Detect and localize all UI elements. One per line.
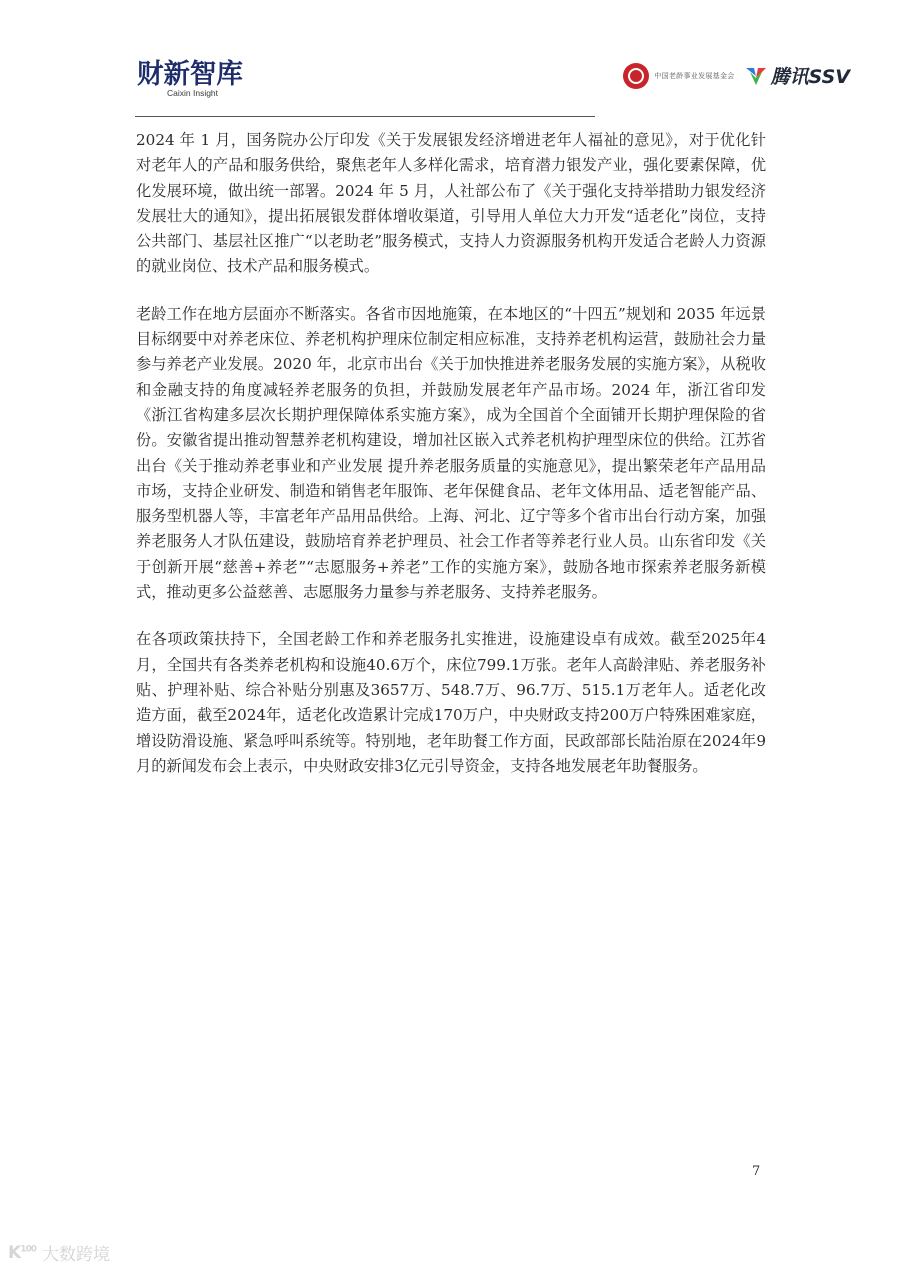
- cnaf-emblem-icon: [623, 63, 649, 89]
- logo-cn-text: 财新智库: [137, 59, 243, 90]
- paragraph-results: 在各项政策扶持下，全国老龄工作和养老服务扎实推进，设施建设卓有成效。截至2025年4月，全国共有各类养老机构和设施40.6万个，床位799.1万张。老年人高龄津贴、养老服务补贴、护理补贴、综合补贴分别惠及3657万、548.7万、96.7万、515.1万老年人。适老化改造方面，截至2024年，适老化改造累计完成170万户，中央财政支持200万户特殊困难家庭，增设防滑设施、紧急呼叫系统等。特别地，老年助餐工作方面，民政部部长陆治原在2024年9月的新闻发布会上表示，中央财政安排3亿元引导资金，支持各地发展老年助餐服务。: [136, 630, 766, 775]
- caixin-insight-logo: [137, 60, 245, 98]
- tencent-ssv-mark-icon: [745, 66, 767, 86]
- document-body: [136, 128, 766, 801]
- logo-en-text: Caixin Insight: [167, 88, 219, 98]
- watermark-text: 大数跨境: [41, 1245, 110, 1265]
- page-number: 7: [752, 1164, 761, 1179]
- page-header: [135, 58, 850, 114]
- k100-logo-icon: $K^{100}$: [8, 1242, 36, 1263]
- tencent-ssv-text: 腾讯SSV: [770, 66, 850, 88]
- cnaf-logo-text: 中国老龄事业发展基金会: [654, 71, 735, 80]
- paragraph-national-policy: 2024 年 1 月，国务院办公厅印发《关于发展银发经济增进老年人福祉的意见》，对于优化针对老年人的产品和服务供给，聚焦老年人多样化需求，培育潜力银发产业，强化要素保障，优化发展环境，做出统一部署。2024 年 5 月，人社部公布了《关于强化支持举措助力银发经济发展壮大的通知》，提出拓展银发群体增收渠道，引导用人单位大力开发“适老化”岗位，支持公共部门、基层社区推广“以老助老”服务模式，支持人力资源服务机构开发适合老龄人力资源的就业岗位、技术产品和服务模式。: [136, 131, 766, 276]
- watermark: [8, 1240, 110, 1265]
- tencent-ssv-logo: [745, 62, 850, 89]
- partner-logos: [623, 62, 850, 89]
- header-divider: [135, 116, 595, 117]
- cnaf-logo: [623, 63, 734, 89]
- paragraph-local-policy: 老龄工作在地方层面亦不断落实。各省市因地施策，在本地区的“十四五”规划和 2035 年远景目标纲要中对养老床位、养老机构护理床位制定相应标准，支持养老机构运营，鼓励社会力量参与养老产业发展。2020 年，北京市出台《关于加快推进养老服务发展的实施方案》，从税收和金融支持的角度减轻养老服务的负担，并鼓励发展老年产品市场。2024 年，浙江省印发《浙江省构建多层次长期护理保障体系实施方案》，成为全国首个全面铺开长期护理保险的省份。安徽省提出推动智慧养老机构建设，增加社区嵌入式养老机构护理型床位的供给。江苏省出台《关于推动养老事业和产业发展 提升养老服务质量的实施意见》，提出繁荣老年产品用品市场，支持企业研发、制造和销售老年服饰、老年保健食品、老年文体用品、适老智能产品、服务型机器人等，丰富老年产品用品供给。上海、河北、辽宁等多个省市出台行动方案，加强养老服务人才队伍建设，鼓励培育养老护理员、社会工作者等养老行业人员。山东省印发《关于创新开展“慈善+养老”“志愿服务+养老”工作的实施方案》，鼓励各地市探索养老服务新模式，推动更多公益慈善、志愿服务力量参与养老服务、支持养老服务。: [136, 304, 766, 602]
